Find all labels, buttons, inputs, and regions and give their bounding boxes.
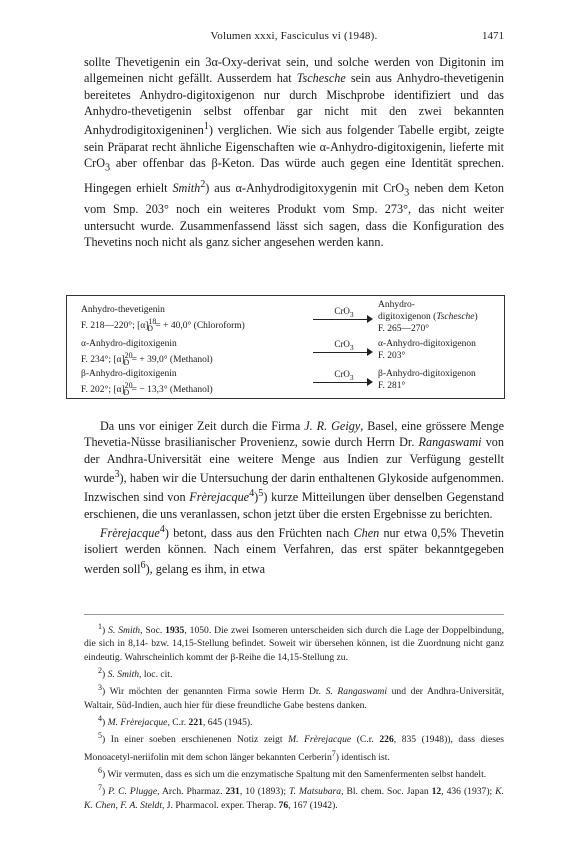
compound-name: α-Anhydro-digitoxigenin [81, 339, 177, 349]
footnote-6: $^6$) Wir vermuten, dass es sich um die enzymatische Spaltung mit den Samenfermenten selbst handelt. [98, 765, 487, 781]
footnotes [84, 620, 504, 812]
text: sein aus Anhydro-thevetigenin bereitetes Anhydro-digitoxigenon nur durch Mischprobe identifiziert und das Anhydro-thevetigenin selbst offenbar gar nicht mit den zwei bekannten Anhydrodigitoxigeninen [84, 71, 504, 138]
reaction-arrow [313, 371, 375, 385]
author-name: Smith [172, 180, 201, 195]
compound-props: F. 218—220°; $[\alpha]^{18}_D$ = + 40,0° (Chloroform) [81, 317, 245, 334]
compound-props: F. 234°; $[\alpha]^{20}_D$ = + 39,0° (Methanol) [81, 351, 213, 368]
product-mp: F. 203° [378, 351, 406, 361]
reagent-label: CrO$_3$ [334, 369, 354, 382]
footnote-ref: 5 [258, 488, 264, 500]
reagent-label: CrO$_3$ [334, 306, 354, 319]
footnote-7: $^7$) P. C. Plugge, Arch. Pharmaz. 231, 10 (1893); T. Matsubara, Bl. chem. Soc. Japan 12, 436 (1937); K. K. Chen, F. A. Steldt, J. Pharmacol. exper. Therap. 76, 167 (1942). [84, 783, 504, 811]
paragraph-3: Frèrejacque$^4$) betont, dass aus den Früchten nach Chen nur etwa 0,5% Thevetin isoliert werden können. Nach einem Verfahren, das erst später bekanntgegeben werden soll$^6$), gelang es ihm, in etwa [84, 523, 504, 576]
paragraph-2: Da uns vor einiger Zeit durch die Firma J. R. Geigy, Basel, eine grössere Menge Thevetia-Nüsse brasilianischer Provenienz, sowie durch Herrn Dr. Rangaswami von der Andhra-Universität eine weitere Menge aus Indien zur Verfügung gestellt wurde$^3$), haben wir die Untersuchung der darin enthaltenen Glykoside aufgenommen. Inzwischen sind von Frèrejacque$^4$)$^5$) kurze Mitteilungen über denselben Gegenstand erschienen, die uns veranlassen, schon jetzt über die ersten Ergebnisse zu berichten. [84, 419, 504, 521]
footnote-ref: 2 [200, 178, 206, 190]
footnote-3: $^3$) Wir möchten der genannten Firma sowie Herrn Dr. S. Rangaswami und der Andhra-Universität, Waltair, Süd-Indien, auch hier für diese freundliche Gabe bestens danken. [84, 683, 504, 711]
table-row-1-left [81, 304, 245, 335]
author-name: Rangaswami [418, 435, 482, 450]
paragraph-1 [84, 54, 504, 250]
product-mp: F. 265—270° [378, 324, 430, 334]
author-name: Frèrejacque [189, 490, 250, 505]
paragraph-2-3 [84, 418, 504, 577]
product-name: Anhydro- [378, 300, 415, 310]
footnote-5: $^5$) In einer soeben erschienenen Notiz zeigt M. Frèrejacque (C.r. 226, 835 (1948)), dass dieses Monoacetyl-neriifolin mit dem schon länger bekannten Cerberin$^7$) identisch ist. [84, 731, 504, 763]
text: ) aus α-Anhydrodigitoxygenin mit CrO [205, 180, 405, 195]
footnote-ref: 4 [249, 488, 255, 500]
footnote-ref: 1 [203, 121, 209, 133]
running-head: Volumen xxxi, Fasciculus vi (1948). [210, 30, 378, 42]
footnote-separator [84, 614, 504, 615]
footnote-ref: 4 [159, 523, 165, 535]
reagent-label: CrO$_3$ [334, 339, 354, 352]
text: neben dem Keton vom Smp. 203° noch ein weiteres Produkt vom Smp. 273°, das nicht weiter untersucht wurde. Zusammenfassend lässt sich sagen, dass die Konfiguration des Thevetins noch nicht als ganz sicher angesehen werden kann. [84, 180, 504, 249]
footnote-4: $^4$) M. Frèrejacque, C.r. 221, 645 (1945). [98, 713, 253, 728]
text: ) verglichen. Wie sich aus folgender Tabelle ergibt, zeigte sein Präparat recht ähnliche Eigenschaften wie α-Anhydro-digitoxigenin, lieferte mit CrO [84, 123, 504, 170]
table-row-3-right [378, 368, 476, 392]
comparison-table [66, 295, 505, 399]
author-name: Frèrejacque [100, 525, 160, 540]
text: Digitonin im allgemeinen nicht gefällt. Ausserdem hat [84, 55, 505, 86]
company-name: J. R. Geigy [304, 419, 361, 433]
page-header [84, 30, 504, 48]
page-number: 1471 [482, 30, 504, 42]
compound-name: Anhydro-thevetigenin [81, 305, 165, 315]
table-row-1-right [378, 299, 478, 335]
text: aber offenbar das β-Keton. Das würde auch gegen eine Identität sprechen. Hingegen erhielt [84, 155, 504, 195]
author-name: Chen [353, 525, 380, 540]
product-mp: F. 281° [378, 381, 406, 391]
author-name: Tschesche [296, 71, 346, 86]
compound-name: β-Anhydro-digitoxigenin [81, 369, 177, 379]
product-name: α-Anhydro-digitoxigenon [378, 339, 476, 349]
text: sollte Thevetigenin ein 3α-Oxy-derivat sein, und solche werden von [84, 55, 434, 69]
reaction-arrow [313, 341, 375, 355]
footnote-2: $^2$) S. Smith, loc. cit. [98, 665, 173, 680]
table-row-2-left [81, 338, 213, 369]
footnote-ref: 6 [140, 559, 146, 571]
table-row-3-left [81, 368, 213, 399]
footnote-ref: 3 [114, 468, 120, 480]
compound-props: F. 202°; $[\alpha]^{20}_D$ = − 13,3° (Methanol) [81, 381, 213, 398]
product-name: β-Anhydro-digitoxigenon [378, 369, 476, 379]
reaction-arrow [313, 308, 375, 322]
table-row-2-right [378, 338, 476, 362]
footnote-1: $^1$) S. Smith, Soc. 1935, 1050. Die zwei Isomeren unterscheiden sich durch die Lage der Doppelbindung, die sich in 8,14- bzw. 14,15-Stellung befindet. Soweit wir übersehen können, ist die Zuordnung nicht ganz eindeutig. Wahrscheinlich kommt der β-Reihe die 14,15-Stellung zu. [84, 622, 504, 663]
product-name-cont: digitoxigenon (Tschesche) [378, 312, 478, 322]
subscript: 3 [105, 162, 111, 174]
subscript: 3 [404, 187, 410, 199]
